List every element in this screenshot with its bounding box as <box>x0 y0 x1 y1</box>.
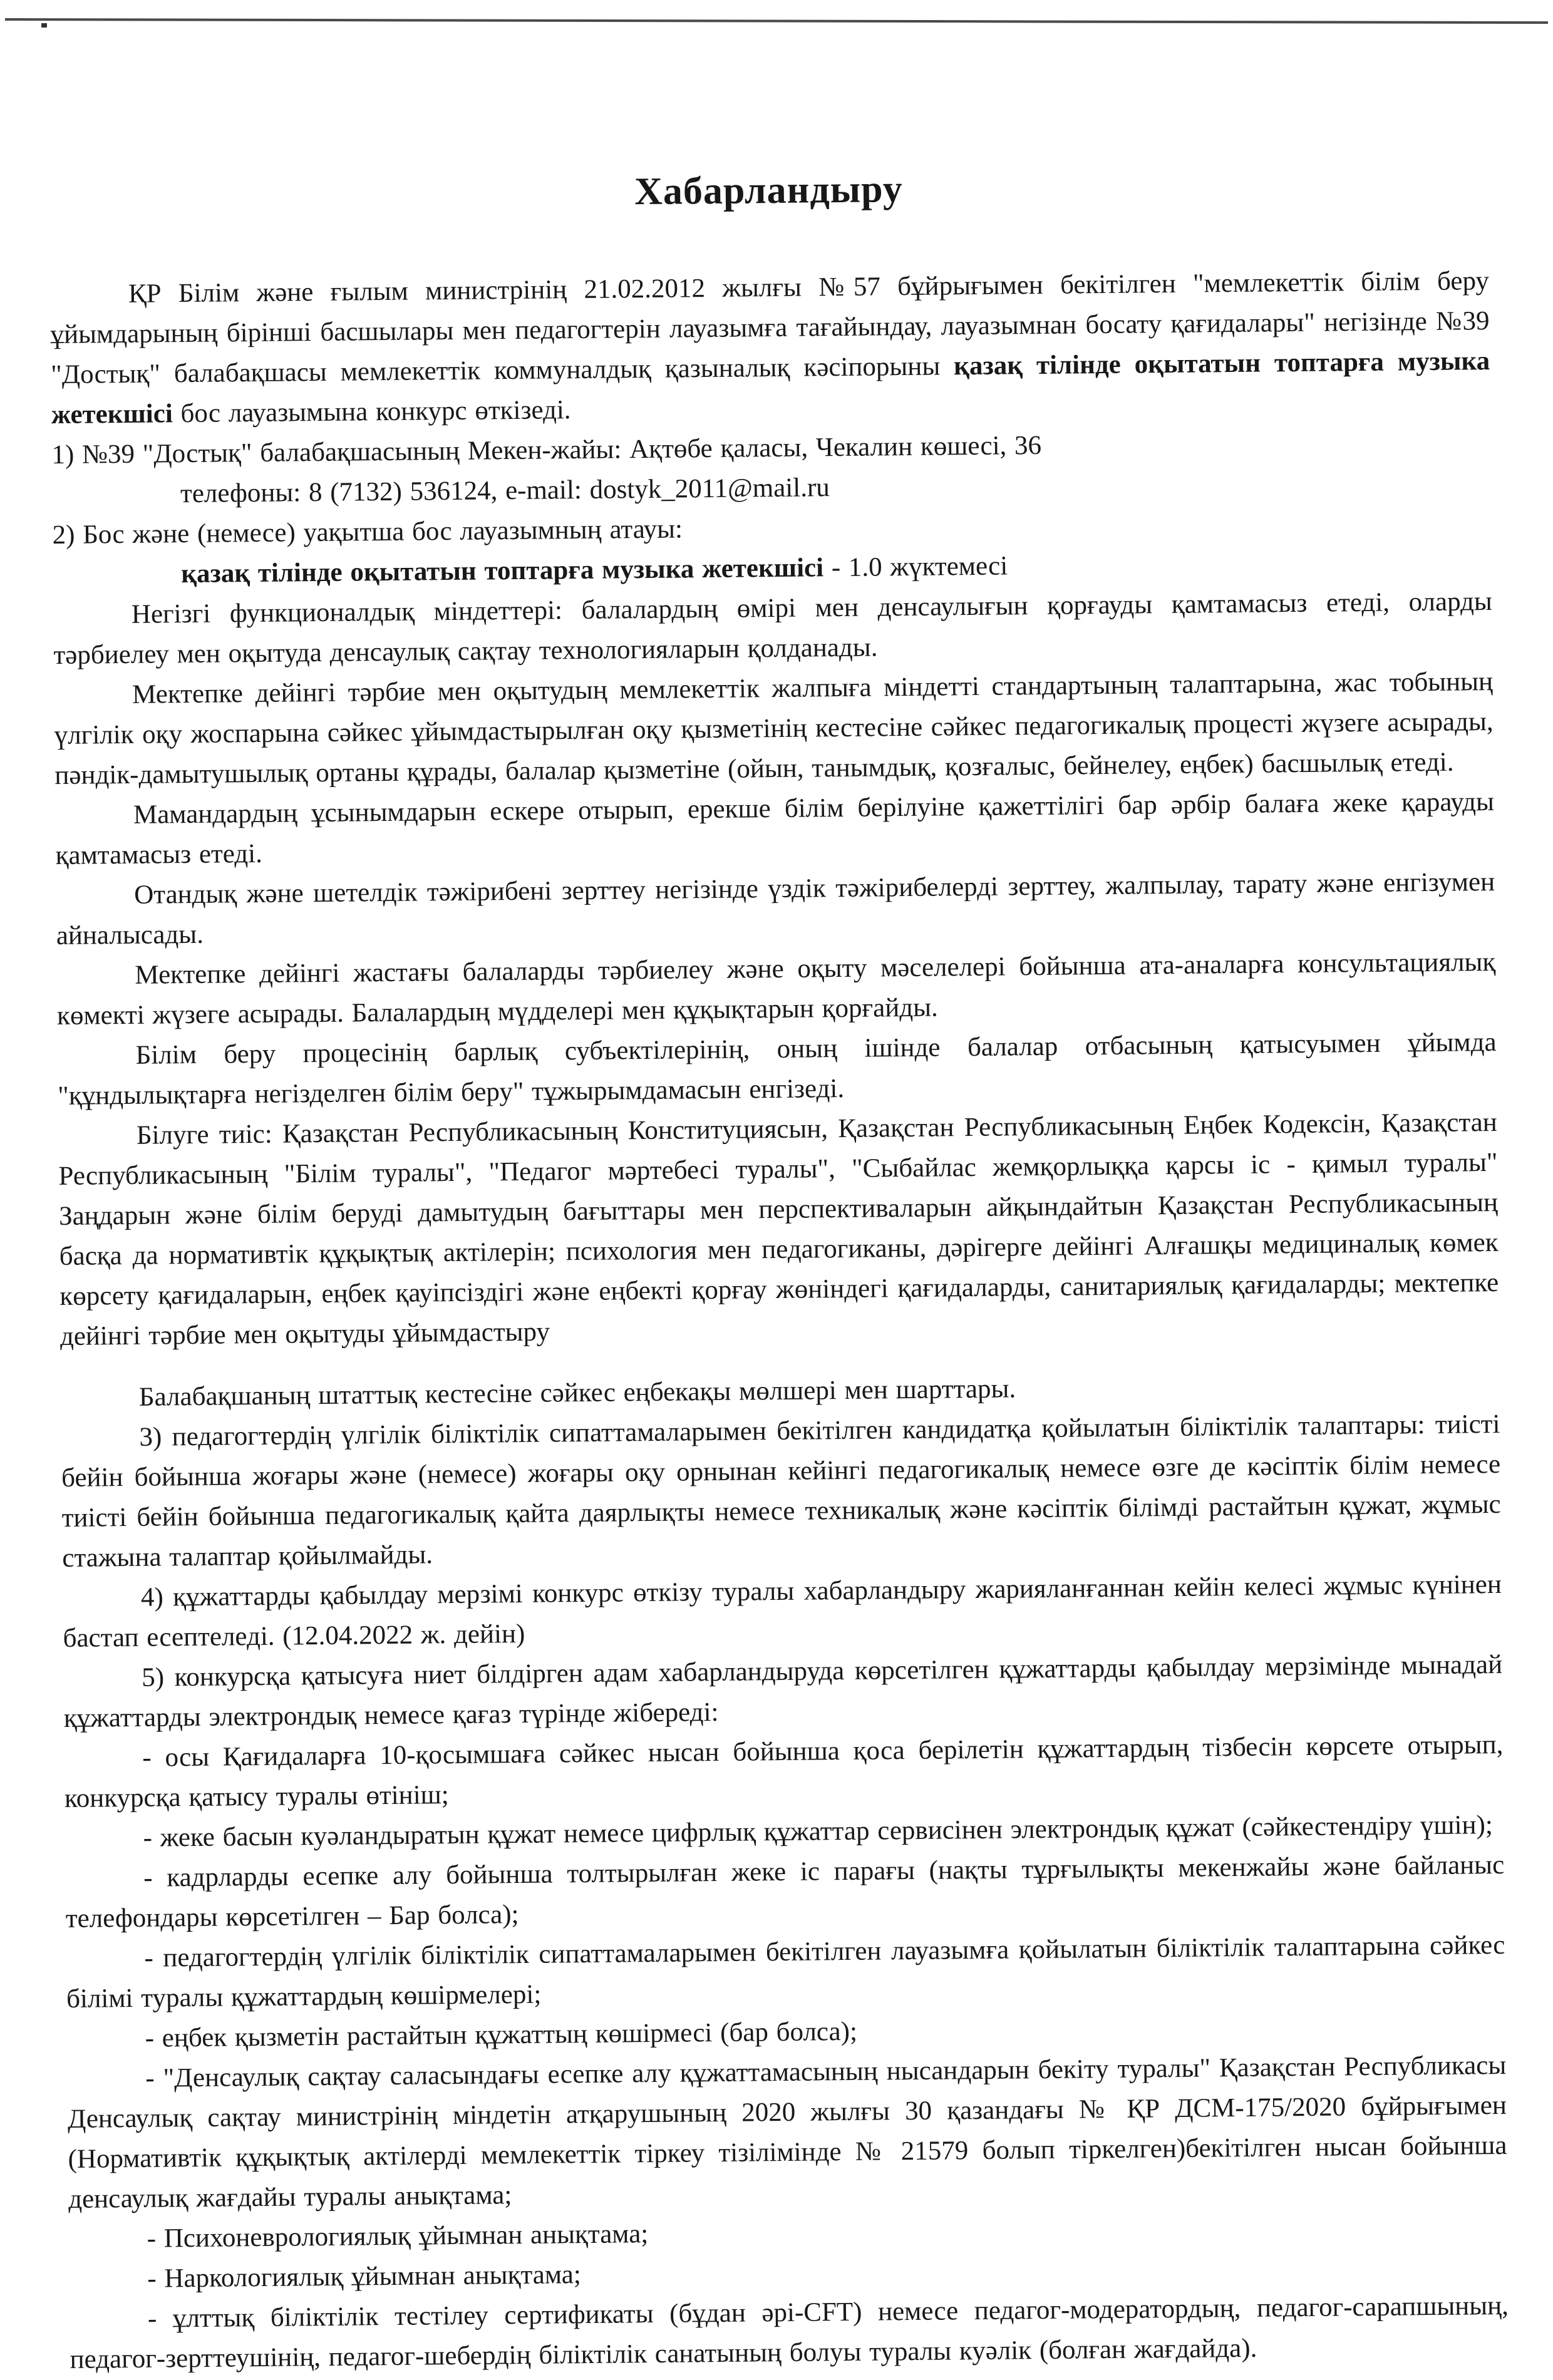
text: Білім беру процесінің барлық субъектілерінің, оның ішінде балалар отбасының қатысуымен ұйымда "құндылықтарға негізделген білім беру" тұжырымдамасын енгізеді. <box>58 1027 1497 1111</box>
text: 3) педагогтердің үлгілік біліктілік сипаттамаларымен бекітілген кандидатқа қойылатын біліктілік талаптары: тиісті бейін бойынша жоғары және (немесе) жоғары оқу орнынан кейінгі педагогикалық немесе өзге де кәсіптік білім немесе тиісті бейін бойынша педагогикалық қайта даярлықты немесе техникалық және кәсіптік білімді растайтын құжат, жұмыс стажына талаптар қойылмайды. <box>61 1409 1501 1574</box>
document-paragraphs <box>50 261 1509 2380</box>
text: 5) конкурсқа қатысуға ниет білдірген адам хабарландыруда көрсетілген құжаттарды қабылдау мерзімінде мынадай құжаттарды электрондық немесе қағаз түрінде жібереді: <box>63 1649 1503 1733</box>
paragraph <box>56 862 1495 956</box>
scan-top-edge-line <box>5 18 1548 24</box>
text: - Психоневрологиялық ұйымнан анықтама; <box>147 2219 649 2254</box>
paragraph <box>61 1404 1501 1579</box>
text: - 1.0 жүктемесі <box>823 551 1008 583</box>
document-title: Хабарландыру <box>634 168 904 214</box>
text: - ұлттық біліктілік тестілеу сертификаты (бұдан әрі-CFT) немесе педагог-модератордың, педагог-сарапшының, педагог-зерттеушінің, педагог-шебердің біліктілік санатының болуы туралы куәлік (болған жағдайда). <box>70 2290 1509 2374</box>
text: бос лауазымына конкурс өткізеді. <box>172 395 571 429</box>
text: - еңбек қызметін растайтын құжаттың көшірмесі (бар болса); <box>145 2016 858 2053</box>
scan-speck <box>41 23 47 28</box>
text: Негізгі функционалдық міндеттері: балалардың өмірі мен денсаулығын қорғауды қамтамасыз етеді, оларды тәрбиелеу мен оқытуда денсаулық сақтау технологияларын қолданады. <box>53 587 1493 671</box>
text: 4) құжаттарды қабылдау мерзімі конкурс өткізу туралы хабарландыру жарияланғаннан кейін келесі жұмыс күнінен бастап есептеледі. (12.04.2022 ж. дейін) <box>63 1569 1502 1654</box>
text: ҚР Білім және ғылым министрінің 21.02.2012 жылғы №57 бұйрығымен бекітілген "мемлекеттік білім беру ұйымдарының бірінші басшылары мен педагогтерін лауазымға тағайындау, лауазымнан босату қағидалары" негізінде №39 "Достық" балабақшасы мемлекеттік коммуналдық қазыналық кәсіпорыны <box>50 266 1490 390</box>
paragraph <box>58 1103 1500 1357</box>
paragraph <box>70 2286 1509 2380</box>
paragraph <box>57 1023 1497 1116</box>
paragraph <box>56 942 1496 1036</box>
text: - кадрларды есепке алу бойынша толтырылған жеке іс парағы (нақты тұрғылықты мекенжайы және байланыс телефондары көрсетілген – Бар болса); <box>65 1850 1505 1934</box>
text: - осы Қағидаларға 10-қосымшаға сәйкес нысан бойынша қоса берілетін құжаттардың тізбесін көрсете отырып, конкурсқа қатысу туралы өтініш; <box>64 1729 1504 1813</box>
text: телефоны: 8 (7132) 536124, e-mail: dostyk_2011@mail.ru <box>180 473 830 509</box>
paragraph <box>67 2046 1507 2220</box>
text: 1) №39 "Достық" балабақшасының Мекен-жайы: Ақтөбе қаласы, Чекалин көшесі, 36 <box>51 430 1042 470</box>
text: - жеке басын куәландыратын құжат немесе цифрлық құжаттар сервисінен электрондық құжат (сәйкестендіру үшін); <box>143 1810 1493 1853</box>
bold-text: қазақ тілінде оқытатын топтарға музыка жетекшісі <box>51 346 1490 430</box>
text: Мектепке дейінгі жастағы балаларды тәрбиелеу және оқыту мәселелері бойынша ата-аналарға консультациялық көмекті жүзеге асырады. Балалардың мүдделері мен құқықтарын қорғайды. <box>56 947 1496 1031</box>
text: Мамандардың ұсынымдарын ескере отырып, ерекше білім берілуіне қажеттілігі бар әрбір балаға жеке қарауды қамтамасыз етеді. <box>55 787 1495 871</box>
paragraph <box>63 1565 1502 1659</box>
paragraph <box>50 261 1490 435</box>
paragraph <box>65 1845 1505 1939</box>
text: Мектепке дейінгі тәрбие мен оқытудың мемлекеттік жалпыға міндетті стандартының талаптарына, жас тобының үлгілік оқу жоспарына сәйкес ұйымдастырылған оқу қызметінің кестесіне сәйкес педагогикалық процесті жүзеге асырады, пәндік-дамытушылық ортаны құрады, балалар қызметіне (ойын, танымдық, қозғалыс, бейнелеу, еңбек) басшылық етеді. <box>54 667 1494 791</box>
paragraph <box>64 1725 1504 1819</box>
text: - педагогтердің үлгілік біліктілік сипаттамаларымен бекітілген лауазымға қойылатын біліктілік талаптарына сәйкес білімі туралы құжаттардың көшірмелері; <box>66 1930 1505 2014</box>
document-content <box>49 161 1509 2380</box>
text: 2) Бос және (немесе) уақытша бос лауазымның атауы: <box>52 514 683 550</box>
paragraph <box>66 1925 1505 2019</box>
text: Отандық және шетелдік тәжірибені зерттеу негізінде үздік тәжірибелерді зерттеу, жалпылау, тарату және енгізумен айналысады. <box>56 867 1495 951</box>
text: - Наркологиялық ұйымнан анықтама; <box>147 2260 582 2294</box>
text: - "Денсаулық сақтау саласындағы есепке алу құжаттамасының нысандарын бекіту туралы" Қазақстан Республикасы Денсаулық сақтау министрінің міндетін атқарушының 2020 жылғы 30 қазандағы № ҚР ДСМ-175/2020 бұйрығымен (Нормативтік құқықтық актілерді мемлекеттік тіркеу тізілімінде № 21579 болып тіркелген)бекітілген нысан бойынша денсаулық жағдайы туралы анықтама; <box>67 2050 1507 2214</box>
paragraph <box>54 662 1494 796</box>
text: Білуге тиіс: Қазақстан Республикасының Конституциясын, Қазақстан Республикасының Еңбек Кодексін, Қазақстан Республикасының "Білім туралы", "Педагог мәртебесі туралы", "Сыбайлас жемқорлыққа қарсы іс - қимыл туралы" Заңдарын және білім беруді дамытудың бағыттары мен перспективаларын айқындайтын Қазақстан Республикасының басқа да нормативтік құқықтық актілерін; психология мен педагогиканы, дәрігерге дейінгі Алғашқы медициналық көмек көрсету қағидаларын, еңбек қауіпсіздігі және еңбекті қорғау жөніндегі қағидаларды, санитариялық қағидаларды; мектепке дейінгі тәрбие мен оқытуды ұйымдастыру <box>58 1107 1499 1352</box>
paragraph <box>63 1645 1503 1739</box>
paragraph <box>53 582 1493 676</box>
paragraph <box>55 782 1495 876</box>
text: Балабақшаның штаттық кестесіне сәйкес еңбекақы мөлшері мен шарттары. <box>138 1374 1016 1412</box>
bold-text: қазақ тілінде оқытатын топтарға музыка жетекшісі <box>181 553 824 589</box>
